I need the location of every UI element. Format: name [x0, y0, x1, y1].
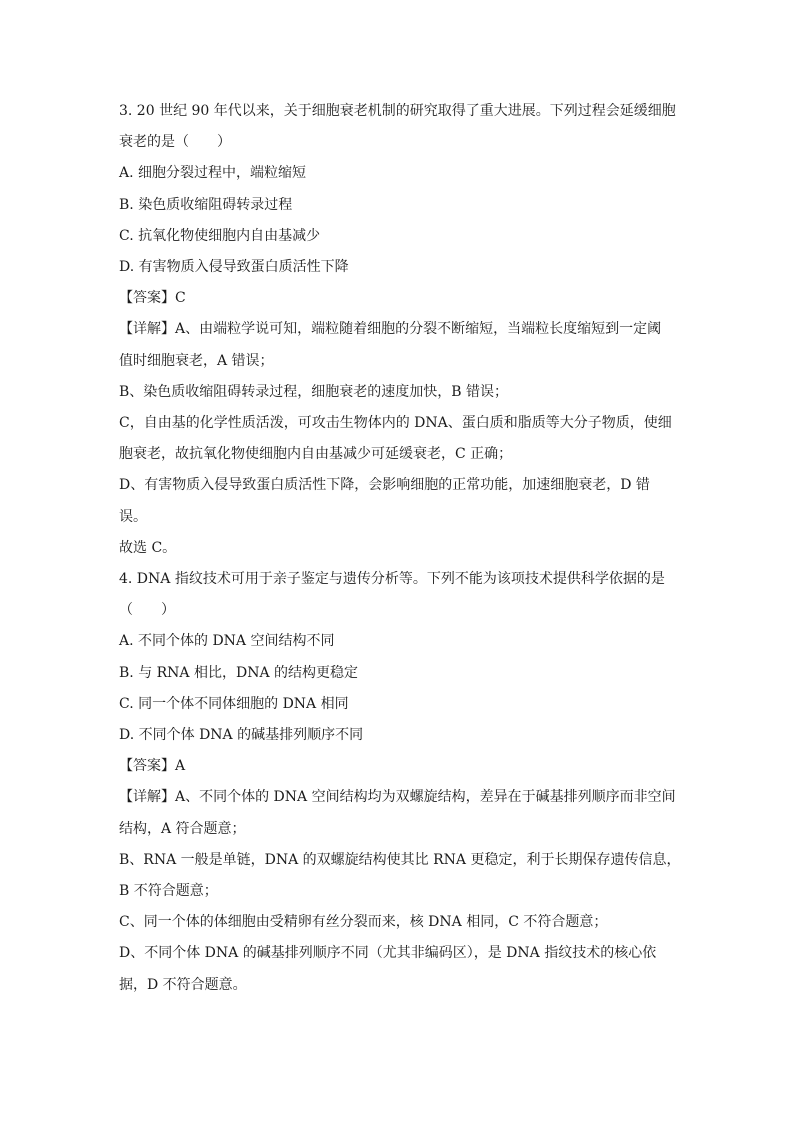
q3-option-c: C. 抗氧化物使细胞内自由基减少 [119, 227, 321, 244]
q3-answer: 【答案】C [119, 290, 186, 307]
q4-answer: 【答案】A [119, 758, 186, 775]
q4-detail-b-line1: B、RNA 一般是单链，DNA 的双螺旋结构使其比 RNA 更稳定，利于长期保存遗传信息， [119, 851, 681, 868]
q3-detail-d-line2: 误。 [119, 508, 147, 525]
q3-option-b: B. 染色质收缩阻碍转录过程 [119, 196, 293, 213]
q4-option-b: B. 与 RNA 相比，DNA 的结构更稳定 [119, 664, 359, 681]
q3-stem-line1: 3. 20 世纪 90 年代以来，关于细胞衰老机制的研究取得了重大进展。下列过程会延缓细胞 [119, 103, 676, 119]
q4-detail-d-line1: D、不同个体 DNA 的碱基排列顺序不同（尤其非编码区），是 DNA 指纹技术的核心依 [119, 945, 657, 962]
q3-option-a: A. 细胞分裂过程中，端粒缩短 [119, 165, 307, 182]
q4-option-d: D. 不同个体 DNA 的碱基排列顺序不同 [119, 727, 364, 744]
q4-option-c: C. 同一个体不同体细胞的 DNA 相同 [119, 695, 349, 712]
q3-detail-a-line2: 值时细胞衰老，A 错误； [119, 352, 274, 369]
q3-conclusion: 故选 C。 [119, 539, 177, 556]
q4-detail-c: C、同一个体的体细胞由受精卵有丝分裂而来，核 DNA 相同，C 不符合题意； [119, 914, 608, 931]
q4-stem-line1: 4. DNA 指纹技术可用于亲子鉴定与遗传分析等。下列不能为该项技术提供科学依据的是 [119, 571, 665, 588]
document-page [119, 96, 679, 1001]
q3-option-d: D. 有害物质入侵导致蛋白质活性下降 [119, 259, 349, 276]
q4-detail-a-line2: 结构，A 符合题意； [119, 820, 246, 837]
q3-stem-line2: 衰老的是（ ） [119, 134, 231, 151]
q4-stem-line2: （ ） [119, 602, 175, 619]
q4-option-a: A. 不同个体的 DNA 空间结构不同 [119, 633, 335, 650]
q3-detail-c-line1: C，自由基的化学性质活泼，可攻击生物体内的 DNA、蛋白质和脂质等大分子物质，使细 [119, 415, 672, 432]
q3-detail-a-line1: 【详解】A、由端粒学说可知，端粒随着细胞的分裂不断缩短，当端粒长度缩短到一定阈 [119, 321, 662, 338]
q4-detail-a-line1: 【详解】A、不同个体的 DNA 空间结构均为双螺旋结构，差异在于碱基排列顺序而非空间 [119, 789, 676, 806]
q4-detail-d-line2: 据，D 不符合题意。 [119, 976, 247, 993]
q3-detail-b: B、染色质收缩阻碍转录过程，细胞衰老的速度加快，B 错误； [119, 383, 509, 400]
q3-detail-c-line2: 胞衰老，故抗氧化物使细胞内自由基减少可延缓衰老，C 正确； [119, 446, 513, 463]
q4-detail-b-line2: B 不符合题意； [119, 883, 218, 900]
q3-detail-d-line1: D、有害物质入侵导致蛋白质活性下降，会影响细胞的正常功能，加速细胞衰老，D 错 [119, 477, 650, 494]
